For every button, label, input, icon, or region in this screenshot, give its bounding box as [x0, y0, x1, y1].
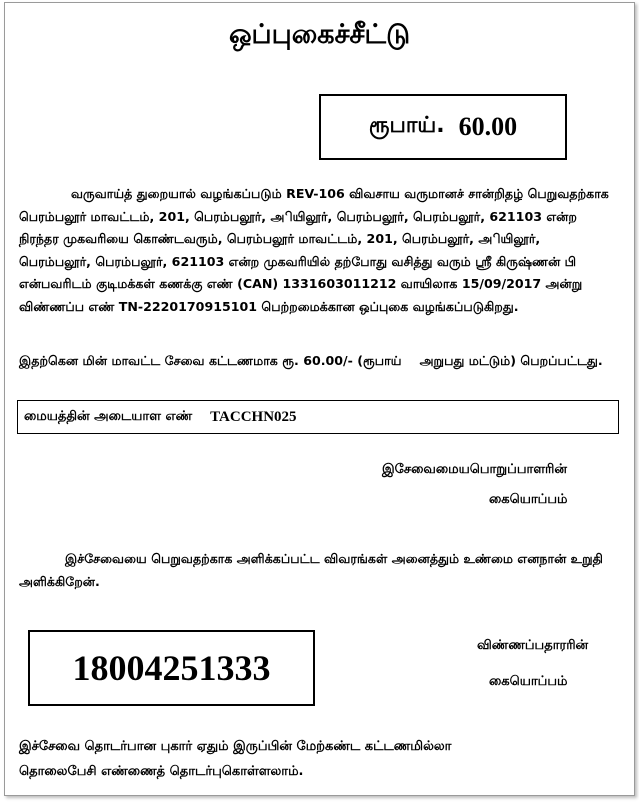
acknowledgement-slip — [4, 2, 635, 796]
declaration-text: இச்சேவையை பெறுவதற்காக அளிக்கப்பட்ட விவரங்கள் அனைத்தும் உண்மை எனநான் உறுதி அளிக்கிறேன். — [19, 551, 603, 589]
applicant-signatory-role: விண்ணப்பதாரரின் — [477, 638, 589, 653]
applicant-signature-label: கையொப்பம் — [489, 674, 568, 689]
fee-statement-text-after: அறுபது மட்டும்) பெறப்பட்டது. — [419, 353, 603, 368]
center-id-label: மையத்தின் அடையாள எண் — [24, 409, 193, 424]
center-id-value: TACCHN025 — [210, 408, 297, 425]
helpline-number: 18004251333 — [72, 648, 271, 688]
fee-amount-box — [319, 94, 567, 160]
fee-currency-label: ரூபாய். — [368, 113, 445, 138]
fee-statement-text-before: இதற்கென மின் மாவட்ட சேவை கட்டணமாக ரூ. 60.00/- (ரூபாய் — [19, 353, 402, 368]
helpline-number-box — [28, 630, 315, 706]
acknowledgement-text: வருவாய்த் துறையால் வழங்கப்படும் REV-106 விவசாய வருமானச் சான்றிதழ் பெறுவதற்காக பெரம்பலூர் மாவட்டம், 201, பெரம்பலூர், அியிலூர், பெரம்பலூர், பெரம்பலூர், 621103 என்ற நிரந்தர முகவரியை கொண்டவரும், பெரம்பலூர் மாவட்டம், 201, பெரம்பலூர், அியிலூர், பெரம்பலூர், பெரம்பலூர், 621103 என்ற முகவரியில் தற்போது வசித்து வரும் ஸ்ரீ கிருஷ்ணன் பி என்பவரிடம் குடிமக்கள் கணக்கு எண் (CAN) 1331603011212 வாயிலாக 15/09/2017 அன்று விண்ணப்ப எண் TN-2220170915101 பெற்றமைக்கான ஒப்புகை வழங்கப்படுகிறது. — [19, 186, 609, 314]
declaration-paragraph — [19, 548, 615, 593]
complaint-footer — [19, 734, 615, 784]
footer-line-1: இச்சேவை தொடர்பான புகார் ஏதும் இருப்பின் மேற்கண்ட கட்டணமில்லா — [19, 739, 452, 754]
fee-statement — [19, 350, 615, 373]
acknowledgement-paragraph — [19, 183, 615, 318]
service-center-signatory-role: இசேவைமையபொறுப்பாளரின் — [382, 462, 568, 477]
service-center-signature-label: கையொப்பம் — [489, 492, 568, 507]
footer-line-2: தொலைபேசி எண்ணைத் தொடர்புகொள்ளலாம். — [19, 764, 304, 779]
document-title: ஒப்புகைச்சீட்டு — [228, 19, 411, 50]
center-id-box — [17, 400, 619, 434]
fee-amount: 60.00 — [458, 112, 518, 141]
